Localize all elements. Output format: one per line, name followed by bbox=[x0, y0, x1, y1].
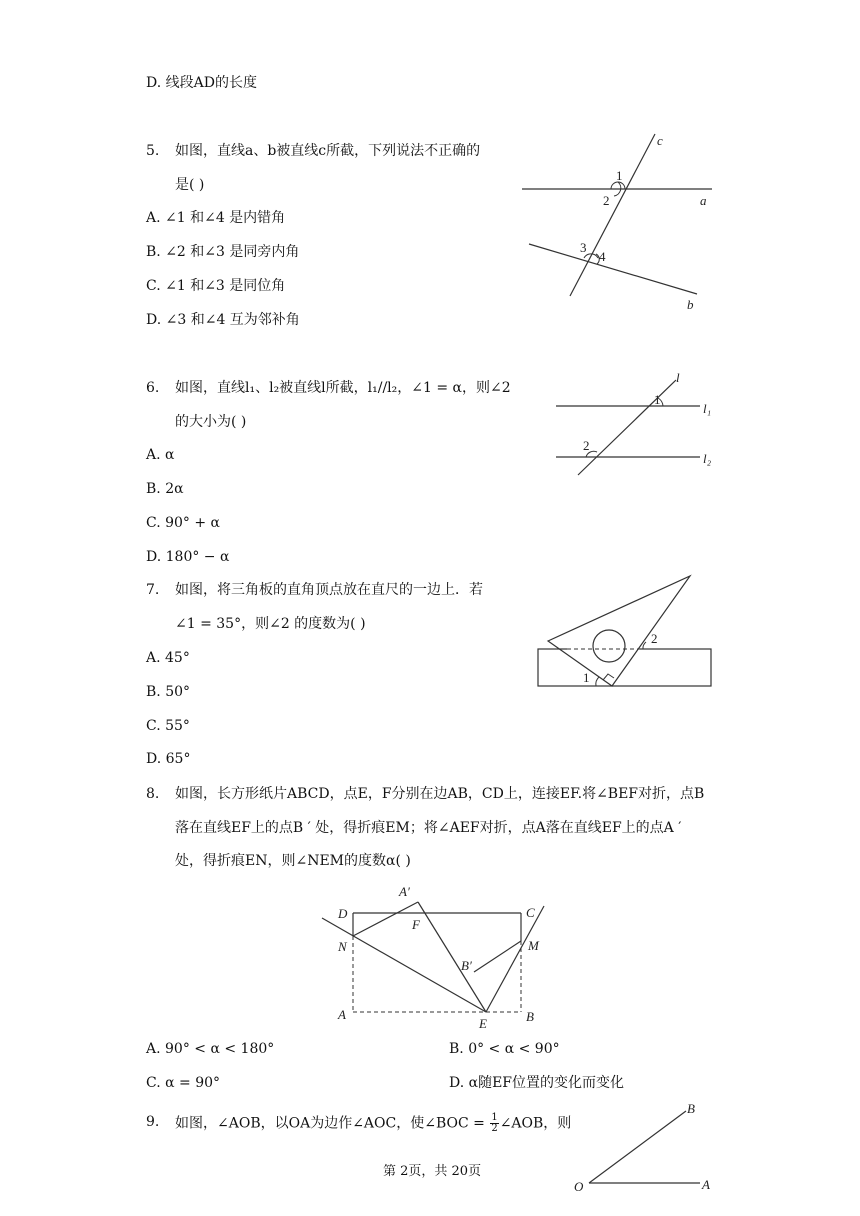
q9-label-a: A bbox=[702, 1177, 710, 1192]
q8-label-m: M bbox=[528, 938, 539, 953]
q8-label-f: F bbox=[412, 917, 420, 932]
q8-stem-line3: 处，得折痕EN，则∠NEM的度数α( ) bbox=[175, 853, 411, 869]
q8-label-d: D bbox=[338, 906, 348, 921]
q7-stem-line2: ∠1 = 35°，则∠2 的度数为( ) bbox=[175, 616, 366, 632]
q9-label-o: O bbox=[574, 1179, 584, 1194]
q6-option-c: C. 90° + α bbox=[146, 515, 221, 531]
q5-label-b: b bbox=[687, 297, 694, 312]
q8-number: 8. bbox=[146, 786, 160, 802]
q6-option-d: D. 180° − α bbox=[146, 549, 230, 565]
q5-option-d: D. ∠3 和∠4 互为邻补角 bbox=[146, 312, 300, 328]
q5-option-b: B. ∠2 和∠3 是同旁内角 bbox=[146, 244, 300, 260]
q8-label-n: N bbox=[338, 939, 347, 954]
q8-label-b-prime: B′ bbox=[461, 958, 472, 973]
q5-stem-line2: 是( ) bbox=[175, 177, 205, 193]
q8-label-e: E bbox=[479, 1016, 487, 1031]
q7-option-b: B. 50° bbox=[146, 684, 191, 700]
q5-label-a: a bbox=[700, 193, 707, 208]
q5-angle-2: 2 bbox=[603, 193, 610, 208]
q8-stem-line1: 如图，长方形纸片ABCD，点E，F分别在边AB，CD上，连接EF.将∠BEF对折，点B bbox=[175, 786, 705, 802]
q5-angle-3: 3 bbox=[580, 240, 587, 255]
q7-angle-1: 1 bbox=[583, 670, 590, 685]
q6-number: 6. bbox=[146, 380, 160, 396]
q8-option-b: B. 0° < α < 90° bbox=[449, 1041, 560, 1057]
q8-label-b: B bbox=[526, 1009, 534, 1024]
q5-angle-4: 4 bbox=[599, 249, 606, 264]
q6-label-l: l bbox=[676, 370, 680, 385]
q5-number: 5. bbox=[146, 143, 160, 159]
q6-label-l1: l₁ bbox=[703, 401, 712, 416]
q4-option-d: D. 线段AD的长度 bbox=[146, 75, 257, 91]
q8-option-d: D. α随EF位置的变化而变化 bbox=[449, 1075, 625, 1091]
q9-stem-part2: ∠AOB，则 bbox=[499, 1115, 572, 1132]
q6-option-a: A. α bbox=[146, 447, 175, 463]
q9-number: 9. bbox=[146, 1114, 160, 1130]
q6-stem-line2: 的大小为( ) bbox=[175, 414, 247, 430]
q6-angle-2: 2 bbox=[583, 438, 590, 453]
q8-option-a: A. 90° < α < 180° bbox=[146, 1041, 275, 1057]
page-footer: 第 2页，共 20页 bbox=[383, 1164, 482, 1179]
q9-ray-ob bbox=[589, 1111, 686, 1183]
q8-stem-line2: 落在直线EF上的点B ′ 处，得折痕EM；将∠AEF对折，点A落在直线EF上的点A ′ bbox=[175, 820, 682, 836]
q5-option-a: A. ∠1 和∠4 是内错角 bbox=[146, 210, 286, 226]
q8-label-a: A bbox=[338, 1007, 346, 1022]
q6-label-l2: l₂ bbox=[703, 451, 712, 466]
q9-label-b: B bbox=[687, 1101, 695, 1116]
q8-label-c: C bbox=[526, 905, 535, 920]
q9-stem-part1: 如图，∠AOB，以OA为边作∠AOC，使∠BOC = bbox=[175, 1115, 490, 1132]
q5-option-c: C. ∠1 和∠3 是同位角 bbox=[146, 278, 286, 294]
q9-fraction-numerator: 1 bbox=[491, 1112, 498, 1123]
q9-fraction-denominator: 2 bbox=[491, 1123, 498, 1134]
q5-label-c: c bbox=[657, 133, 663, 148]
q7-number: 7. bbox=[146, 582, 160, 598]
q7-option-a: A. 45° bbox=[146, 650, 190, 666]
q8-option-c: C. α = 90° bbox=[146, 1075, 221, 1091]
q5-angle-1: 1 bbox=[616, 168, 623, 183]
q8-label-a-prime: A′ bbox=[399, 884, 410, 899]
q7-option-d: D. 65° bbox=[146, 751, 191, 767]
q7-angle-2: 2 bbox=[651, 631, 658, 646]
q7-option-c: C. 55° bbox=[146, 718, 190, 734]
q6-angle-1: 1 bbox=[654, 392, 661, 407]
q6-stem-line1: 如图，直线l₁、l₂被直线l所截，l₁//l₂，∠1 = α，则∠2 bbox=[175, 380, 511, 396]
q7-stem-line1: 如图，将三角板的直角顶点放在直尺的一边上．若 bbox=[175, 582, 483, 598]
q6-option-b: B. 2α bbox=[146, 481, 184, 497]
q5-stem-line1: 如图，直线a、b被直线c所截，下列说法不正确的 bbox=[175, 143, 481, 159]
